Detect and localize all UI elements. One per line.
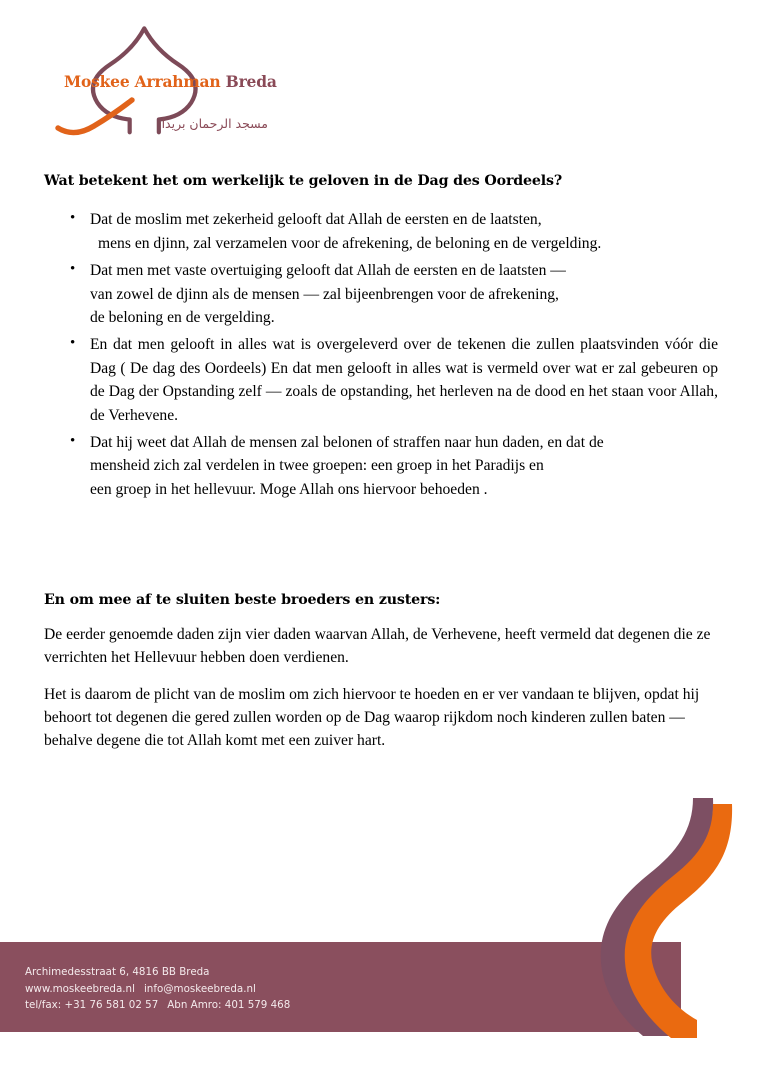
page-heading-primary: Wat betekent het om werkelijk te geloven in de Dag des Oordeels? (44, 173, 563, 189)
list-item-line: • Dat hij weet dat Allah de mensen zal belonen of straffen naar hun daden, en dat de (90, 433, 604, 451)
logo-wordmark-primary: Moskee Arrahman (64, 72, 221, 91)
document-content (44, 172, 718, 753)
closing-paragraph-2: Het is daarom de plicht van de moslim om zich hiervoor te hoeden en er ver vandaan te blijven, opdat hij behoort tot degenen die gered zullen worden op de Dag waarop rijkdom noch kinderen zullen baten — behalve degene die tot Allah komt met een zuiver hart. (44, 686, 700, 750)
logo-wordmark-secondary: Breda (225, 72, 277, 91)
footer-bar (0, 942, 681, 1032)
list-item-line: • Dat de moslim met zekerheid gelooft dat Allah de eersten en de laatsten, (90, 211, 542, 229)
footer-web-email (25, 981, 290, 998)
list-item-line: van zowel de djinn als de mensen — zal bijeenbrengen voor de afrekening, (90, 285, 559, 303)
list-item (44, 431, 718, 502)
list-item: • En dat men gelooft in alles wat is overgeleverd over de tekenen die zullen plaatsvinden vóór die Dag ( De dag des Oordeels) En dat men gelooft in alles wat is vermeld over wat er zal gebeuren op de Dag der Opstanding zelf — zoals de opstanding, het herleven na de dood en het staan voor Allah, de Verhevene. (44, 333, 718, 428)
list-item-line: een groep in het hellevuur. Moge Allah ons hiervoor behoeden . (90, 481, 488, 499)
list-item (44, 259, 718, 330)
section-spacer (44, 505, 718, 591)
list-item-line: • Dat men met vaste overtuiging gelooft dat Allah de eersten en de laatsten — (90, 261, 566, 279)
list-item-line: mens en djinn, zal verzamelen voor de afrekening, de beloning en de vergelding. (98, 235, 602, 253)
logo-wordmark (64, 72, 277, 91)
footer-phone: tel/fax: +31 76 581 02 57 (25, 999, 159, 1012)
footer-bank: Abn Amro: 401 579 468 (167, 999, 291, 1012)
footer-email[interactable]: info@moskeebreda.nl (143, 982, 256, 995)
list-item-line: de beloning en de vergelding. (90, 309, 275, 327)
closing-paragraph-1: De eerder genoemde daden zijn vier daden waarvan Allah, de Verhevene, heeft vermeld dat degenen die ze verrichten het Hellevuur hebben doen verdienen. (44, 626, 711, 667)
footer-contact-block (25, 964, 290, 1014)
list-item-line: mensheid zich zal verdelen in twee groepen: een groep in het Paradijs en (90, 457, 544, 475)
footer-address: Archimedesstraat 6, 4816 BB Breda (25, 966, 210, 978)
footer-phone-bank (25, 997, 290, 1014)
footer-website[interactable]: www.moskeebreda.nl (25, 982, 135, 995)
belief-bullet-list (44, 208, 718, 501)
page-heading-secondary: En om mee af te sluiten beste broeders en zusters: (44, 591, 441, 608)
logo-arabic-text: مسجد الرحمان بريدا (161, 116, 268, 131)
mosque-logo (28, 22, 277, 137)
list-item (44, 208, 718, 255)
